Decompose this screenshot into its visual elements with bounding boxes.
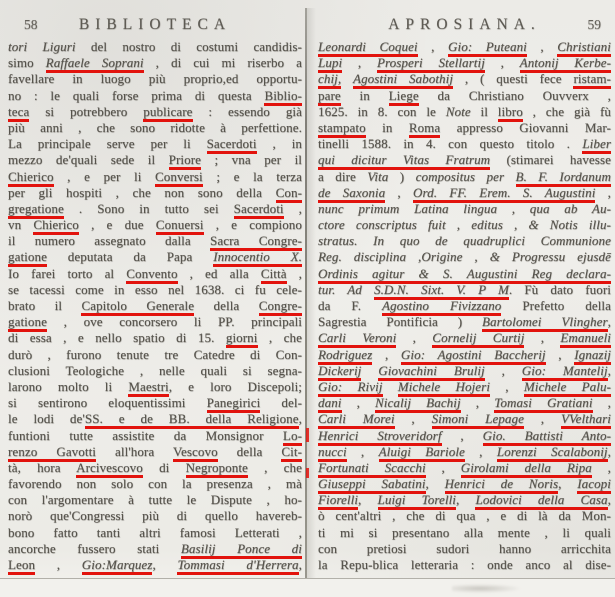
running-head-right [318,16,611,38]
red-underlined-phrase: Agostino Fivizzano [382,298,501,316]
text-segment: , [607,443,611,459]
red-underlined-phrase: Basilij Ponce di [181,541,302,559]
red-underlined-phrase: teca [8,104,29,122]
text-segment: , [464,443,497,459]
red-underlined-phrase: Michele Hojeri [398,379,490,397]
text-segment: Sagrestia Pontificia ) [318,314,483,330]
text-segment: nunc primum Latina lingua , qua ab Au- [318,200,611,216]
red-underlined-phrase: Liber [582,136,611,154]
text-line [318,492,611,508]
text-segment: , [417,39,449,54]
text-segment: ti mi si presentano alla mente , li quali [318,524,611,540]
text-segment: della [194,298,259,313]
text-segment: , [591,459,611,475]
text-segment: favellare in luogo più proprio,ed opportu- [8,71,302,87]
red-underlined-phrase: Lorenzi Scalabonij [497,444,608,462]
red-underlined-phrase: Bartolomei Vlingher [482,314,608,332]
text-line [8,233,302,249]
text-segment: ò cent'altri , che di qua , e di là da Mon- [318,508,611,524]
red-underlined-phrase: Ord. FF. Erem. S. Augustini [413,185,595,203]
text-segment: , [394,411,432,427]
text-segment: ; vna per il [201,152,302,168]
text-segment: , [524,330,561,346]
text-line [8,136,302,152]
red-underlined-phrase: dani [318,395,342,413]
red-underlined-phrase: Antonij Kerbe- [520,55,611,73]
red-underlined-phrase: Roma [409,120,440,138]
text-segment: brato il [8,298,82,313]
text-line [318,233,611,249]
red-underlined-phrase: chij, [318,71,341,89]
text-segment: clusioni Teologiche , nelle quali si segna- [8,362,302,378]
red-underlined-phrase: Panegirici [207,395,261,413]
text-segment: , ( questi fece [453,71,574,87]
text-line [8,460,302,476]
red-underlined-phrase: gregatione [8,201,64,219]
text-line [8,55,302,71]
text-segment: vn [8,217,34,233]
text-segment: , e compiono [203,217,302,233]
running-head-left [8,16,302,38]
red-underlined-phrase: Innocentio X. [213,249,302,267]
red-underlined-phrase: SS. e de BB. della Religione [85,411,299,429]
text-line [8,314,302,330]
text-segment: , [460,395,495,411]
text-column-right [318,39,611,573]
text-segment: la Repu-blica letteraria : onde anco al dise- [318,557,611,572]
red-underlined-phrase: Prosperi Stellartij [377,55,485,73]
text-line [318,136,611,152]
text-segment: si potrebbero [29,103,144,119]
text-line [318,201,611,217]
red-underlined-phrase: qui dicitur Vitas Fratrum [318,152,490,170]
text-segment: tà, hora [8,459,77,475]
red-underlined-phrase: Negroponte [186,460,248,478]
text-segment: , che [247,459,302,475]
text-line [8,428,302,444]
text-segment: 1625. in 8. con le [318,103,446,119]
red-underlined-phrase: gatione [8,314,47,332]
text-line [318,185,611,201]
text-segment: , che già fù [522,103,611,119]
text-line [318,525,611,541]
text-line [318,104,611,120]
red-underlined-phrase: Chierico [33,217,79,235]
red-underlined-phrase: Luigi Torelli [378,492,457,510]
red-underlined-phrase: Nicalij Bachij [375,395,461,413]
text-line [318,152,611,168]
text-line [8,71,302,87]
text-line [8,169,302,185]
text-line [8,266,302,282]
text-segment: , [283,200,302,216]
text-segment: larono molto li [8,378,129,394]
text-segment: funtioni tutte assistite da Monsignor [8,427,283,443]
page-number-left: 58 [24,17,38,32]
red-underlined-phrase: Emanueli [560,330,611,348]
text-line [8,444,302,460]
text-segment: , [558,476,578,492]
text-line [318,249,611,265]
text-segment: , [342,55,377,71]
text-line [318,282,611,298]
text-segment: se tacessi come in esso nel 1638. ci fu cele- [8,281,302,297]
faint-catchword-smudge [452,584,522,593]
text-segment: Prefetto della [501,298,611,313]
text-segment: , e loro Discepoli; [168,378,302,394]
red-underlined-phrase: Lupi [318,55,342,73]
text-segment: , [346,443,379,459]
text-segment: favorendo non solo con la presenza , mà [8,476,302,492]
red-underlined-phrase: Ordinis agitur & S. Augustini Reg declara- [318,266,611,284]
text-line [318,379,611,395]
text-line [318,363,611,379]
text-segment: da F. [318,298,382,313]
text-segment: tur. Ad [318,281,374,297]
red-underlined-phrase: libro [498,104,523,122]
text-segment: , [595,184,611,200]
text-segment: di essa , e nello spatio di 15. [8,330,226,346]
text-segment: si sentirono eloquentissimi [8,395,207,411]
text-segment: simo [8,55,46,71]
text-segment: a dire [318,168,368,184]
red-underlined-phrase: Cit- [281,444,302,462]
text-column-left [8,39,302,573]
text-segment: , [441,427,483,443]
text-line [8,476,302,492]
text-line [8,330,302,346]
red-underlined-phrase: Christiani [557,39,611,57]
text-segment: più anni , che sono ridotte à perfettione. [8,119,302,135]
text-line [318,508,611,524]
text-line [8,525,302,541]
text-line [318,88,611,104]
text-segment: mezzo de'quali sede il [8,152,169,168]
red-underlined-phrase: Michele Palu- [524,379,611,397]
text-line [318,39,611,55]
text-line [8,411,302,427]
red-underlined-phrase: Maestri [128,379,168,397]
text-line [8,104,302,120]
red-underlined-phrase: Aluigi Bariole [379,444,465,462]
red-underlined-phrase: Leon [8,557,35,575]
red-underlined-phrase: giorni [226,330,258,348]
text-line [318,298,611,314]
text-segment: , [298,557,302,572]
text-segment [361,363,378,378]
red-underlined-phrase: gatione [8,249,47,267]
text-segment: ; e la terza [202,168,302,184]
text-line [318,71,611,87]
red-underlined-phrase: ristam- [573,71,611,89]
red-underlined-phrase: Lodovici della Casa [475,492,607,510]
red-underlined-phrase: Sacra Congre- [210,233,302,251]
text-segment: del- [260,395,303,411]
text-segment: per gli hospiti , che non sono della [8,184,276,200]
text-line [8,347,302,363]
red-underlined-phrase: Capitolo Generale [81,298,194,316]
red-underlined-phrase: pare [318,88,341,106]
text-line [8,557,302,573]
text-segment: , che [257,330,302,346]
red-underlined-phrase: Biblio- [264,88,302,106]
red-underlined-phrase: Gio:Marquez [82,557,153,575]
text-segment: durò , furono tenute tre Catedre di Con- [8,346,302,362]
red-underlined-phrase: Iacopi [577,476,611,494]
text-line [318,476,611,492]
text-segment: , ed alla [177,265,261,281]
text-segment: , ove concorsero li PP. principali [46,314,302,330]
red-underlined-phrase: Henrici Stroveridorf [318,428,442,446]
text-line [318,460,611,476]
text-line [318,217,611,233]
text-line [8,201,302,217]
text-segment: , [396,330,433,346]
red-underlined-phrase: Ignazij [574,347,611,365]
text-segment: , [607,314,611,330]
text-segment: , [286,265,302,281]
text-segment: , e due [78,217,156,233]
text-segment: tori Liguri [8,39,76,54]
text-segment: ancorche fussero stati [8,540,181,556]
text-segment: Io farei torto al [8,265,127,281]
text-segment: della [217,443,282,459]
text-segment [341,71,353,86]
text-line [318,541,611,557]
red-underlined-phrase: Sacerdoti [234,201,284,219]
text-segment: Reg. disciplina ,Origine , & Progressu ejusdē [318,249,611,265]
red-underlined-phrase: de Saxonia [318,185,385,203]
text-segment [504,169,515,184]
text-line [8,120,302,136]
red-underlined-phrase: Chierico [8,169,54,187]
text-line [318,266,611,282]
red-underlined-phrase: Gio: Puteani [448,39,527,57]
text-line [8,152,302,168]
text-segment: con pretiosi sudori hanno arricchita [318,540,611,556]
text-segment: , [152,557,178,572]
red-underlined-phrase: nucci [318,444,347,462]
text-segment: compositus per [415,168,505,184]
text-segment: tinelli 1588. in 4. con questo titolo . [318,136,583,152]
text-line [318,411,611,427]
red-underlined-phrase: Liege [389,88,419,106]
red-underlined-phrase: Priore [169,152,201,170]
text-line [318,314,611,330]
text-segment: deputata da Papa [46,249,214,265]
gutter-red-mark [306,468,309,478]
text-segment: in [365,119,409,135]
text-segment: , [385,184,413,200]
text-segment: , [490,378,524,394]
text-segment: le lodi de' [8,411,85,427]
red-underlined-phrase: Simoni Lepage [432,411,524,429]
text-line [8,282,302,298]
text-segment: il [470,103,498,119]
red-underlined-phrase: VVelthari [561,411,611,429]
red-underlined-phrase: stampato [318,120,366,138]
red-underlined-phrase: Sacerdoti [207,136,257,154]
red-underlined-phrase: Gio: Rivij [318,379,383,397]
book-page-left [8,16,302,573]
red-underlined-phrase: Vescovo [173,444,218,462]
text-segment: ) [388,168,416,184]
text-segment: , [425,459,461,475]
text-line [318,330,611,346]
text-line [318,395,611,411]
red-underlined-phrase: Gio: Agostini Baccherij [401,347,546,365]
text-line [318,444,611,460]
red-underlined-phrase: publicare [143,104,192,122]
text-line [8,395,302,411]
red-underlined-phrase: Giovachini Brulij [378,363,485,381]
text-line [318,120,611,136]
red-underlined-phrase: Giuseppi Sabatini [318,476,426,494]
text-segment: all'hora [96,443,173,459]
red-underlined-phrase: Conversi [155,169,203,187]
text-segment: , [372,346,401,362]
text-segment: : essendo già [192,103,303,119]
text-segment: con l'argomentare à tutte le Dispute , ho- [8,492,302,508]
text-line [8,185,302,201]
red-underlined-phrase: Conuersi [156,217,204,235]
text-line [8,508,302,524]
text-segment: , [526,39,558,54]
text-segment: La principale serve per li [8,136,207,152]
text-segment: , [484,362,522,378]
text-segment: , [298,411,302,427]
text-segment: , [523,411,561,427]
text-line [8,379,302,395]
text-segment: , [35,557,82,572]
text-segment: no : le quali forse prima di questa [8,87,265,103]
red-underlined-phrase: Dickerij [318,363,361,381]
gutter-shadow [307,8,316,592]
page-bottom-margin [0,579,615,597]
red-underlined-phrase: Fiorelli [318,492,358,510]
text-segment: (stimarei havesse [490,152,611,168]
text-segment: , [484,55,520,71]
text-line [8,88,302,104]
running-title-left: BIBLIOTECA [78,16,232,33]
red-underlined-phrase: Girolami della Ripa [461,460,592,478]
text-segment: , [592,395,612,411]
text-segment: del nostro di costumi candidis- [75,39,302,54]
red-underlined-phrase: Convento [126,266,177,284]
text-segment: , [425,476,445,492]
text-segment: ctore conscriptus fuit , editus , & Notis illu- [318,217,611,233]
red-underlined-phrase: Congre- [259,298,302,316]
red-underlined-phrase: Lo- [283,428,302,446]
red-underlined-phrase: Con- [276,185,302,203]
red-underlined-phrase: Carli Morei [318,411,395,429]
text-segment [383,379,398,394]
red-underlined-phrase: Henrici de Noris [445,476,559,494]
running-title-right: APROSIANA. [388,16,541,33]
text-line [8,298,302,314]
text-segment: stratus. In quo de quadruplici Communione [318,233,611,249]
red-underlined-phrase: S.D.N. Sixt. V. P M [374,282,509,300]
red-underlined-phrase: Tomasi Gratiani [494,395,592,413]
red-underlined-phrase: Raffaele Soprani [46,55,144,73]
text-segment: Note [445,103,471,119]
text-segment: , [456,492,476,508]
text-line [318,55,611,71]
text-line [318,347,611,363]
red-underlined-phrase: Arcivescovo [76,460,143,478]
text-segment: di [142,459,186,475]
text-segment: bono fatto tanti altri famosi Letterati , [8,524,302,540]
red-underlined-phrase: Gio. Battisti Anto- [483,428,611,446]
text-segment: , in [256,136,303,152]
red-underlined-phrase: Carli Veroni [318,330,396,348]
text-segment: , [358,492,378,508]
text-line [8,541,302,557]
book-page-right [318,16,611,573]
red-underlined-phrase: Tommasi d'Herrera [177,557,298,575]
text-line [8,217,302,233]
text-line [318,557,611,573]
text-segment: , [607,492,611,508]
text-line [8,363,302,379]
text-segment: da Christiano Ouvverx , [418,87,611,103]
red-underlined-phrase: B. F. Iordanum [516,169,611,187]
text-segment: , [341,395,376,411]
red-underlined-phrase: Leonardi Coquei [318,39,418,57]
text-line [8,492,302,508]
text-segment: Vita [367,168,389,184]
text-segment: , di cui mi riserbo a [143,55,303,71]
red-underlined-phrase: Cornelij Curtij [432,330,524,348]
text-line [8,39,302,55]
red-underlined-phrase: Fortunati Scacchi [318,460,426,478]
text-segment: , e per li [53,168,156,184]
text-segment: , [545,346,575,362]
text-segment: appresso Giovanni Mar- [440,119,611,135]
text-segment: . Sono in tutto sei [63,200,234,216]
text-segment: . Fù dato fuori [508,281,612,297]
text-segment: , [607,362,612,378]
gutter-red-mark [306,428,309,442]
text-line [318,169,611,185]
red-underlined-phrase: Agostini Sabothij [353,71,453,89]
red-underlined-phrase: Città [261,266,287,284]
text-line [318,428,611,444]
text-segment: norò que'Congressi più di quello havereb- [8,508,302,524]
page-number-right: 59 [587,17,601,32]
red-underlined-phrase: Rodriguez [318,347,372,365]
red-underlined-phrase: Gio: Mantelij [522,363,608,381]
red-underlined-phrase: renzo Gavotti [8,444,96,462]
text-segment: il numero assegnato dalla [8,233,211,249]
text-segment: in [340,87,389,103]
text-line [8,249,302,265]
